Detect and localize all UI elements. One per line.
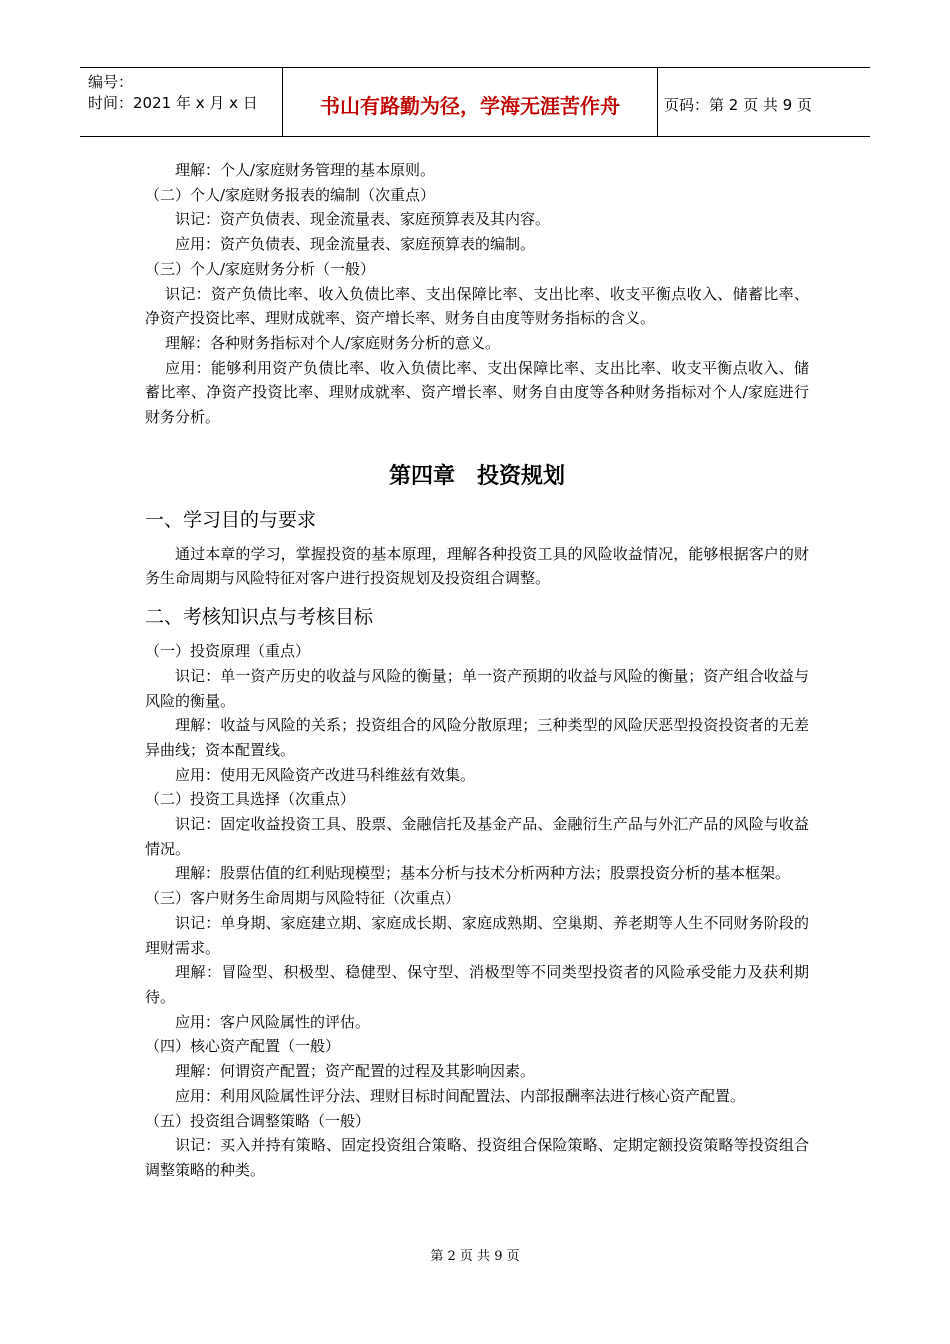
paragraph: 识记：固定收益投资工具、股票、金融信托及基金产品、金融衍生产品与外汇产品的风险与收益情况。 <box>145 815 809 858</box>
paragraph: 应用：使用无风险资产改进马科维兹有效集。 <box>175 765 476 784</box>
subsection-heading: （二）个人/家庭财务报表的编制（次重点） <box>145 185 436 204</box>
subsection-heading: （五）投资组合调整策略（一般） <box>145 1111 371 1130</box>
paragraph: 应用：利用风险属性评分法、理财目标时间配置法、内部报酬率法进行核心资产配置。 <box>175 1086 746 1105</box>
subsection-heading: （三）客户财务生命周期与风险特征（次重点） <box>145 889 461 908</box>
chapter-title: 第四章 投资规划 <box>388 463 565 489</box>
header-motto-cell <box>282 68 658 136</box>
paragraph: 识记：单一资产历史的收益与风险的衡量；单一资产预期的收益与风险的衡量；资产组合收益与风险的衡量。 <box>145 666 809 710</box>
subsection-heading: （四）核心资产配置（一般） <box>145 1037 341 1056</box>
document-body <box>145 158 809 1183</box>
header-page-cell <box>658 68 870 136</box>
paragraph: 应用：客户风险属性的评估。 <box>175 1012 371 1031</box>
paragraph: 理解：个人/家庭财务管理的基本原则。 <box>175 161 436 179</box>
paragraph: 应用：能够利用资产负债比率、收入负债比率、支出保障比率、支出比率、收支平衡点收入、储蓄比率、净资产投资比率、理财成就率、资产增长率、财务自由度等各种财务指标对个人/家庭进行财务分析。 <box>145 358 809 427</box>
paragraph: 识记：资产负债比率、收入负债比率、支出保障比率、支出比率、收支平衡点收入、储蓄比率、净资产投资比率、理财成就率、资产增长率、财务自由度等财务指标的含义。 <box>145 284 809 328</box>
paragraph: 识记：买入并持有策略、固定投资组合策略、投资组合保险策略、定期定额投资策略等投资组合调整策略的种类。 <box>145 1136 809 1179</box>
time-label: 时间：2021 年 x 月 x 日 <box>88 94 258 112</box>
paragraph: 识记：单身期、家庭建立期、家庭成长期、家庭成熟期、空巢期、养老期等人生不同财务阶段的理财需求。 <box>145 913 809 957</box>
paragraph: 理解：收益与风险的关系；投资组合的风险分散原理；三种类型的风险厌恶型投资投资者的无差异曲线；资本配置线。 <box>145 716 809 759</box>
paragraph: 应用：资产负债表、现金流量表、家庭预算表的编制。 <box>175 235 536 254</box>
page-header <box>80 67 870 137</box>
paragraph: 理解：股票估值的红利贴现模型；基本分析与技术分析两种方法；股票投资分析的基本框架。 <box>175 864 791 883</box>
section-heading: 一、学习目的与要求 <box>145 508 317 531</box>
paragraph: 识记：资产负债表、现金流量表、家庭预算表及其内容。 <box>175 210 551 229</box>
page-number-label: 页码：第 2 页 共 9 页 <box>664 96 812 114</box>
page-footer: 第 2 页 共 9 页 <box>430 1249 520 1264</box>
paragraph: 理解：冒险型、积极型、稳健型、保守型、消极型等不同类型投资者的风险承受能力及获利期待。 <box>145 963 809 1006</box>
serial-number-label: 编号： <box>88 73 134 91</box>
motto: 书山有路勤为径，学海无涯苦作舟 <box>320 94 620 118</box>
section-heading: 二、考核知识点与考核目标 <box>145 606 374 629</box>
paragraph: 通过本章的学习，掌握投资的基本原理，理解各种投资工具的风险收益情况，能够根据客户的财务生命周期与风险特征对客户进行投资规划及投资组合调整。 <box>145 544 809 588</box>
subsection-heading: （二）投资工具选择（次重点） <box>145 790 356 809</box>
paragraph: 理解：何谓资产配置；资产配置的过程及其影响因素。 <box>175 1062 536 1081</box>
subsection-heading: （一）投资原理（重点） <box>145 642 311 661</box>
header-info-cell <box>80 68 282 136</box>
subsection-heading: （三）个人/家庭财务分析（一般） <box>145 259 376 278</box>
paragraph: 理解：各种财务指标对个人/家庭财务分析的意义。 <box>165 333 501 352</box>
